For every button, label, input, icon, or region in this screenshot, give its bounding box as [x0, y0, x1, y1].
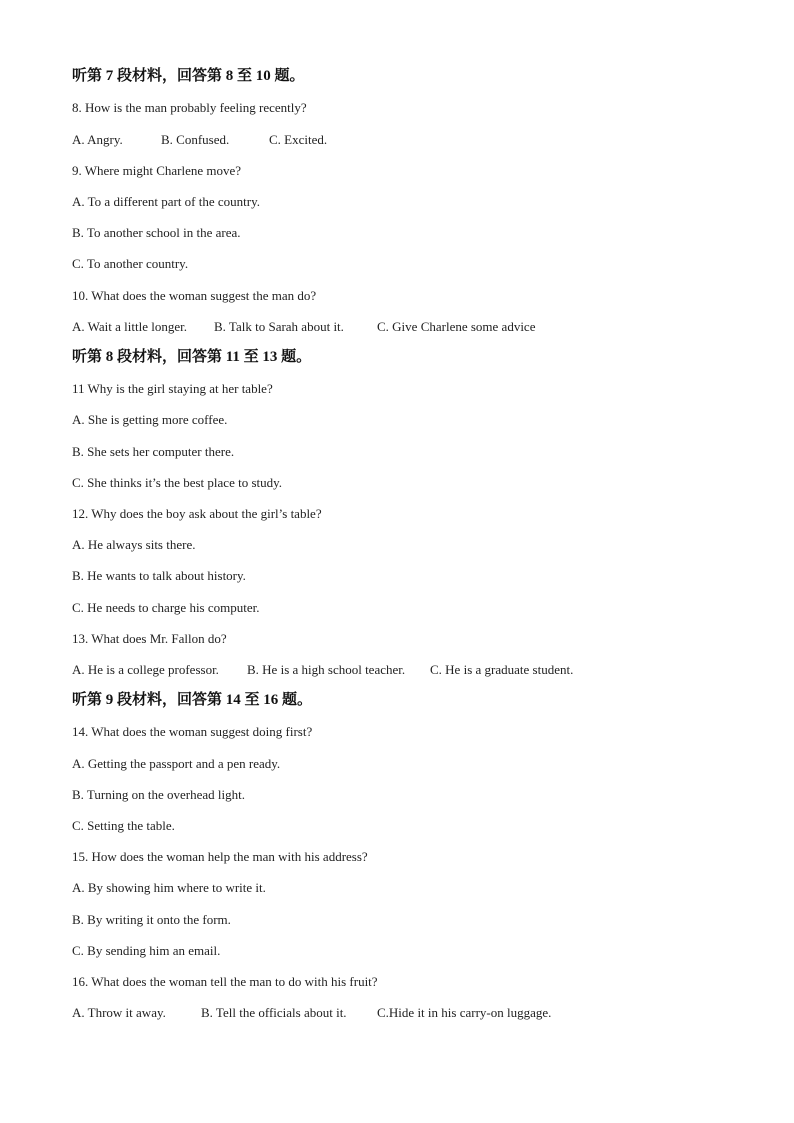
option-c: C. By sending him an email.: [72, 943, 221, 958]
option-c: C. Give Charlene some advice: [377, 319, 536, 334]
question-text: 8. How is the man probably feeling recently?: [72, 100, 307, 115]
option-a: A. He is a college professor.: [72, 662, 219, 677]
option-b: B. Talk to Sarah about it.: [214, 319, 344, 334]
option-b: B. He wants to talk about history.: [72, 568, 246, 583]
question-text: 12. Why does the boy ask about the girl’s table?: [72, 506, 322, 521]
question-text: 11 Why is the girl staying at her table?: [72, 381, 273, 396]
question-text: 9. Where might Charlene move?: [72, 163, 242, 178]
option-c: C. He needs to charge his computer.: [72, 600, 260, 615]
section-heading: 听第 7 段材料，回答第 8 至 10 题。: [72, 68, 305, 84]
option-a: A. He always sits there.: [72, 537, 196, 552]
option-a: A. Angry.: [72, 132, 123, 147]
option-b: B. Confused.: [161, 132, 230, 147]
option-c: C. She thinks it’s the best place to study.: [72, 475, 283, 490]
option-c: C. Excited.: [269, 132, 328, 147]
option-c: C. He is a graduate student.: [430, 662, 574, 677]
question-text: 14. What does the woman suggest doing first?: [72, 724, 313, 739]
option-b: B. Turning on the overhead light.: [72, 787, 245, 802]
option-b: B. Tell the officials about it.: [201, 1005, 347, 1020]
option-b: B. He is a high school teacher.: [247, 662, 406, 677]
option-a: A. Getting the passport and a pen ready.: [72, 756, 281, 771]
option-a: A. Throw it away.: [72, 1005, 166, 1020]
options-row: [72, 319, 535, 335]
option-a: A. She is getting more coffee.: [72, 412, 228, 427]
option-b: B. To another school in the area.: [72, 225, 241, 240]
option-b: B. She sets her computer there.: [72, 444, 235, 459]
section-heading: 听第 9 段材料，回答第 14 至 16 题。: [72, 692, 313, 708]
options-row: [72, 132, 327, 148]
option-c: C. To another country.: [72, 256, 189, 271]
option-b: B. By writing it onto the form.: [72, 912, 231, 927]
option-a: A. By showing him where to write it.: [72, 880, 266, 895]
options-row: [72, 1005, 551, 1021]
option-c: C. Setting the table.: [72, 818, 175, 833]
question-text: 10. What does the woman suggest the man do?: [72, 288, 317, 303]
option-a: A. To a different part of the country.: [72, 194, 261, 209]
option-c: C.Hide it in his carry-on luggage.: [377, 1005, 552, 1020]
section-heading: 听第 8 段材料，回答第 11 至 13 题。: [72, 349, 312, 365]
option-a: A. Wait a little longer.: [72, 319, 187, 334]
question-text: 13. What does Mr. Fallon do?: [72, 631, 227, 646]
question-text: 16. What does the woman tell the man to do with his fruit?: [72, 974, 378, 989]
question-text: 15. How does the woman help the man with his address?: [72, 849, 368, 864]
options-row: [72, 662, 573, 678]
